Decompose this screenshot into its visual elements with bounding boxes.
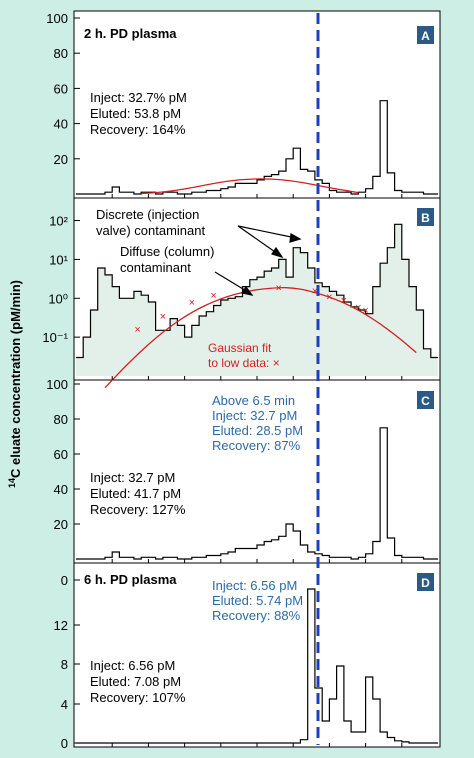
panel-b-ytick-label: 10¹ [49,252,68,268]
panel-d-ytick-label: 0 [60,573,68,588]
panel-a-ytick-label: 100 [46,11,68,26]
panel-a-ytick-label: 80 [53,46,68,62]
panel-d-title: 6 h. PD plasma [84,572,177,587]
panel-d-eluted: Eluted: 7.08 pM [90,674,182,689]
panel-b-fit-point: × [188,297,196,310]
panel-b-fit-point: × [326,291,333,304]
panel-c-inject: Inject: 32.7 pM [90,470,176,485]
panel-d-blue-line3: Recovery: 88% [212,608,301,623]
panel-c-ytick-label: 100 [46,377,68,392]
panel-c-recovery: Recovery: 127% [90,502,186,517]
panel-a-recovery: Recovery: 164% [90,122,186,137]
panel-a-title: 2 h. PD plasma [84,26,177,41]
panel-b-ytick-label: 10⁰ [48,291,68,307]
panel-d-blue-line2: Eluted: 5.74 pM [212,593,304,608]
panel-d-badge [417,573,434,591]
panel-a-ytick-label: 40 [53,116,68,132]
panel-b-fit-point: × [362,304,369,317]
panel-b-fit-point: × [275,282,282,295]
discrete-contaminant-label-line1: Discrete (injection [96,207,200,222]
panel-c-blue-line4: Recovery: 87% [212,438,301,453]
panel-b-fit-point: × [134,324,141,337]
panel-b-fit-point: × [311,285,319,298]
panel-c-blue-line1: Above 6.5 min [212,393,296,408]
panel-d-inject: Inject: 6.56 pM [90,658,176,673]
panel-c-ytick-label: 80 [53,412,68,427]
panel-b-badge [417,208,434,226]
panel-d-ytick-label: 8 [60,657,68,672]
panel-d-blue-line1: Inject: 6.56 pM [212,578,298,593]
panel-b-badge-text: B [421,211,430,225]
y-axis-label [7,280,23,488]
panel-b-ytick-label: 10² [49,213,68,229]
panel-c-ytick-label: 20 [53,517,68,532]
panel-a-inject: Inject: 32.7% pM [90,90,187,105]
panel-d-ytick-label: 4 [60,697,68,712]
diffuse-contaminant-label-line2: contaminant [120,260,191,275]
panel-c-blue-line3: Eluted: 28.5 pM [212,423,304,438]
panel-c-badge [417,391,434,409]
panel-b-fit-point: × [210,290,217,303]
gaussian-fit-label-line1: Gaussian fit [208,341,272,355]
panel-a-eluted: Eluted: 53.8 pM [90,106,182,121]
panel-a-ytick-label: 60 [53,81,68,97]
panel-c-blue-line2: Inject: 32.7 pM [212,408,298,423]
panel-b-ytick-label: 10⁻¹ [42,330,68,346]
panel-c-ytick-label: 60 [53,447,68,462]
y-axis-label-superscript: 14 [7,477,17,488]
discrete-contaminant-label-line2: valve) contaminant [96,223,206,238]
panel-b-fit-point: × [355,301,362,314]
gaussian-fit-label-line2: to low data: × [208,356,280,370]
panel-a-badge [417,26,434,44]
panel-c-badge-text: C [421,394,430,408]
diffuse-contaminant-label-line1: Diffuse (column) [120,244,215,259]
panel-b-fit-point: × [159,310,167,323]
panel-d-badge-text: D [421,576,430,590]
panel-c-eluted: Eluted: 41.7 pM [90,486,182,501]
panel-d-ytick-label: 12 [53,618,68,633]
panel-a-badge-text: A [421,29,430,43]
panel-d-recovery: Recovery: 107% [90,690,186,705]
panel-b-fit-point: × [340,295,348,308]
y-axis-label-text: C eluate concentration (pM/min) [8,280,23,478]
panel-c-ytick-label: 40 [53,482,68,497]
panel-a-ytick-label: 20 [53,151,68,167]
panel-d-ytick-label: 0 [60,736,68,751]
